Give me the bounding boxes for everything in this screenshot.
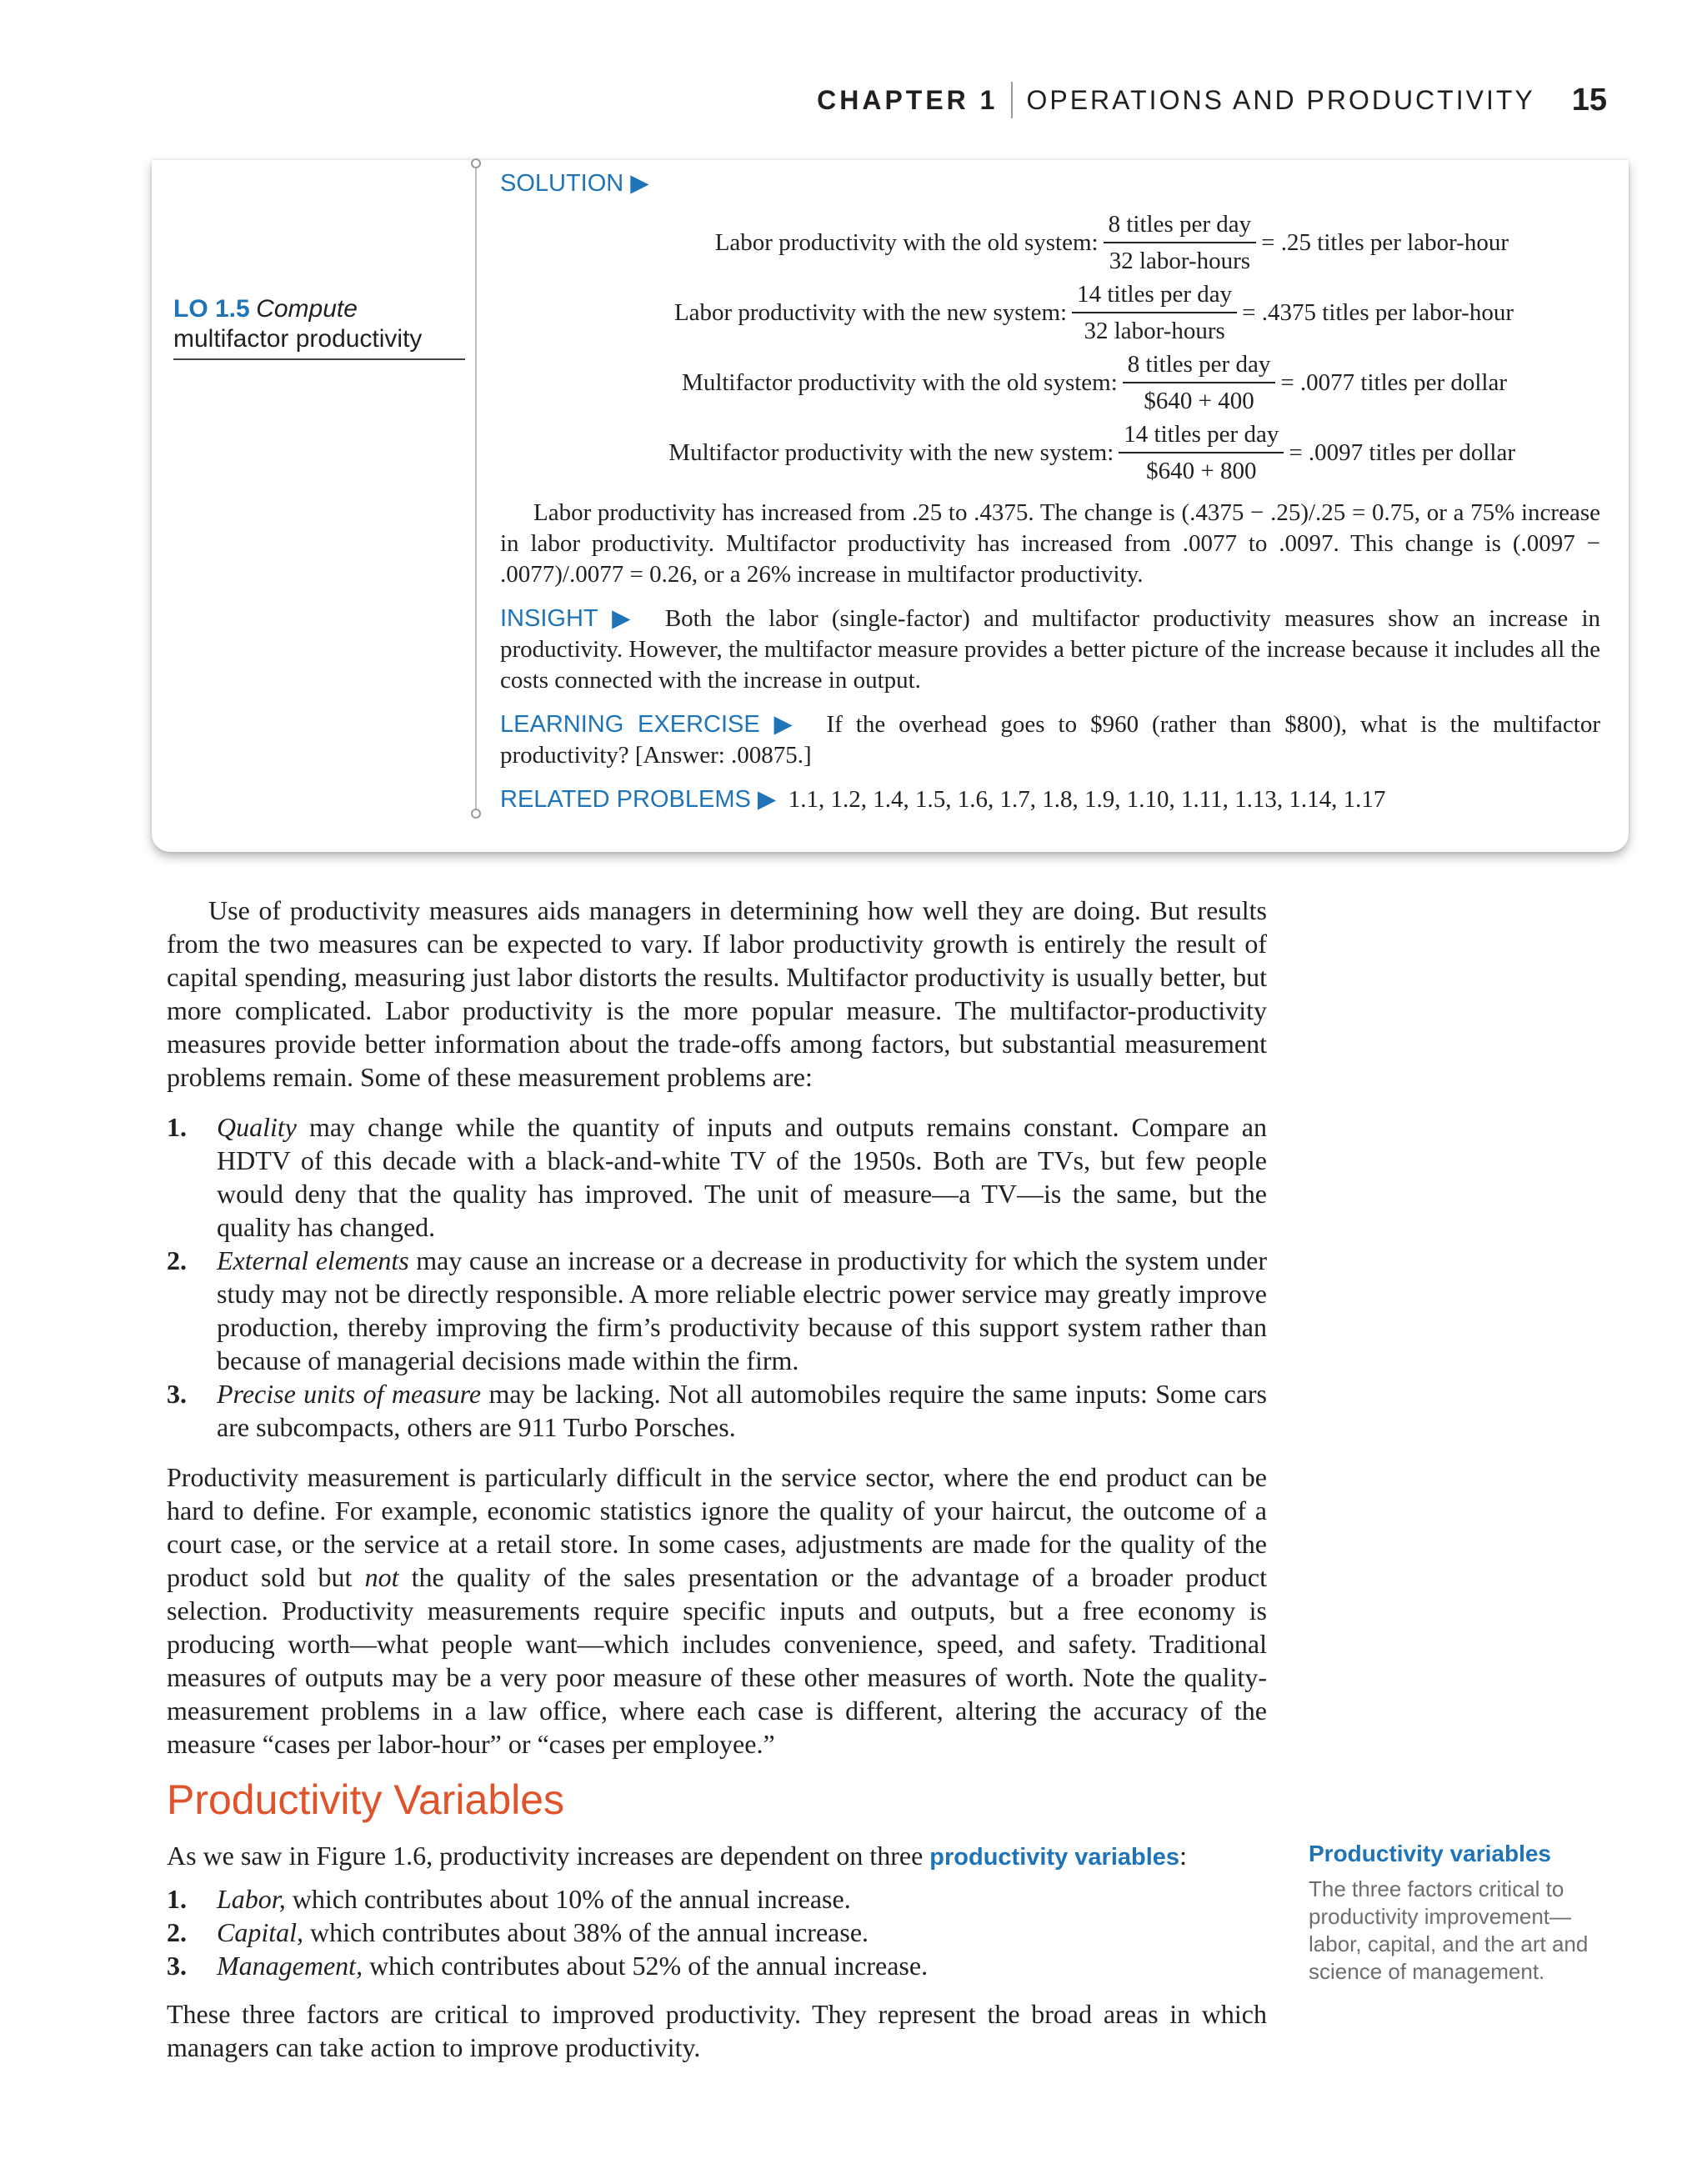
list-item: 3. Precise units of measure may be lacking. Not all automobiles require the same inputs: Some cars are subcompacts, others are 911 Turbo Porsches. xyxy=(167,1379,1267,1442)
lo-label: LO 1.5 xyxy=(173,295,250,323)
numerator: 8 titles per day xyxy=(1104,208,1257,243)
page-number: 15 xyxy=(1571,82,1607,118)
numerator: 8 titles per day xyxy=(1123,348,1276,383)
equation-labor-old xyxy=(715,208,1509,277)
numerator: 14 titles per day xyxy=(1119,418,1284,453)
denominator: 32 labor-hours xyxy=(1084,318,1225,344)
list-item: 3. Management, which contributes about 52% of the annual increase. xyxy=(167,1951,929,1981)
measurement-problems-list xyxy=(167,1110,1267,1444)
body-paragraph-3: As we saw in Figure 1.6, productivity increases are dependent on three productivity variables: xyxy=(167,1841,1187,1871)
related-problems-text: 1.1, 1.2, 1.4, 1.5, 1.6, 1.7, 1.8, 1.9, 1.10, 1.11, 1.13, 1.14, 1.17 xyxy=(788,786,1386,813)
body-paragraph-1: Use of productivity measures aids managers in determining how well they are doing. But results from the two measures can be expected to vary. If labor productivity growth is entirely the result of capital spending, measuring just labor distorts the results. Multifactor productivity is usually better, but more complicated. Labor productivity is the more popular measure. The multifactor-productivity measures provide better information about the trade-offs among factors, but substantial measurement problems remain. Some of these measurement problems are: xyxy=(167,895,1267,1092)
equation-multifactor-new xyxy=(668,418,1515,487)
chapter-label: CHAPTER 1 xyxy=(817,84,999,115)
list-item: 1. Quality may change while the quantity of inputs and outputs remains constant. Compare an HDTV of this decade with a black-and-white TV of the 1950s. Both are TVs, but few people would deny that the quality has improved. The unit of measure—a TV—is the same, but the quality has changed. xyxy=(167,1112,1267,1242)
related-problems-paragraph xyxy=(500,784,1600,815)
fraction xyxy=(1119,418,1284,487)
rule-cap-top xyxy=(471,158,481,168)
key-term: productivity variables xyxy=(929,1844,1180,1871)
lo-text: multifactor productivity xyxy=(173,325,423,353)
header-divider xyxy=(1011,82,1013,118)
equation-label: Multifactor productivity with the new system: xyxy=(668,438,1114,466)
solution-text: Labor productivity has increased from .25 to .4375. The change is (.4375 − .25)/.25 = 0.75, or a 75% increase in labor productivity. Multifactor productivity has increased from .0077 to .0097. This change is (.0097 − .0077)/.0077 = 0.26, or a 26% increase in multifactor productivity. xyxy=(500,499,1600,588)
running-header xyxy=(817,79,1607,121)
related-problems-label: RELATED PROBLEMS ▶ xyxy=(500,786,777,813)
equation-label: Labor productivity with the old system: xyxy=(714,228,1099,256)
fraction xyxy=(1072,278,1237,347)
insight-label: INSIGHT ▶ xyxy=(500,605,638,632)
insight-paragraph xyxy=(500,604,1600,696)
learning-objective xyxy=(173,294,465,354)
equation-result: = .0097 titles per dollar xyxy=(1289,438,1515,466)
equation-multifactor-old xyxy=(682,348,1507,417)
numerator: 14 titles per day xyxy=(1072,278,1237,313)
list-item: 2. Capital, which contributes about 38% of the annual increase. xyxy=(167,1917,869,1947)
example-vertical-rule xyxy=(475,163,477,814)
section-heading: Productivity Variables xyxy=(167,1776,565,1823)
body-paragraph-2: Productivity measurement is particularly difficult in the service sector, where the end product can be hard to define. For example, economic statistics ignore the quality of your haircut, the outcome of a court case, or the service at a retail store. In some cases, adjustments are made for the quality of the product sold but not the quality of the sales presentation or the advantage of a broader product selection. Productivity measurements require specific inputs and outputs, but a free economy is producing worth—what people want—which includes convenience, speed, and safety. Traditional measures of outputs may be a very poor measure of these other measures of worth. Note the quality-measurement problems in a law office, where each case is different, altering the accuracy of the measure “cases per labor-hour” or “cases per employee.” xyxy=(167,1462,1268,1759)
chapter-title: OPERATIONS AND PRODUCTIVITY xyxy=(1026,84,1535,115)
fraction xyxy=(1104,208,1257,277)
learning-exercise-text: If the overhead goes to $960 (rather than $800), what is the multifactor productivity? [Answer: .00875.] xyxy=(500,711,1600,769)
body-paragraph-4: These three factors are critical to improved productivity. They represent the broad areas in which managers can take action to improve productivity. xyxy=(167,1999,1267,2062)
equation-result: = .0077 titles per dollar xyxy=(1280,368,1507,396)
denominator: 32 labor-hours xyxy=(1109,248,1251,274)
denominator: $640 + 800 xyxy=(1146,458,1257,484)
list-item: 1. Labor, which contributes about 10% of the annual increase. xyxy=(167,1884,851,1914)
equation-result: = .4375 titles per labor-hour xyxy=(1242,298,1514,326)
list-item: 2. External elements may cause an increase or a decrease in productivity for which the system under study may not be directly responsible. A more reliable electric power service may greatly improve production, thereby improving the firm’s productivity because of this support system rather than because of managerial decisions made within the firm. xyxy=(167,1245,1268,1375)
margin-glossary-term: Productivity variables xyxy=(1309,1841,1552,1866)
solution-label: SOLUTION ▶ xyxy=(500,170,649,197)
equation-label: Multifactor productivity with the old system: xyxy=(682,368,1118,396)
equation-labor-new xyxy=(674,278,1514,347)
rule-cap-bottom xyxy=(471,809,481,819)
margin-glossary-definition: The three factors critical to productivity improvement—labor, capital, and the art and science of management. xyxy=(1309,1876,1589,1984)
insight-text: Both the labor (single-factor) and multifactor productivity measures show an increase in productivity. However, the multifactor measure provides a better picture of the increase because it includes all the costs connected with the increase in output. xyxy=(500,605,1600,694)
fraction xyxy=(1123,348,1276,417)
equation-label: Labor productivity with the new system: xyxy=(673,298,1068,326)
lo-compute: Compute xyxy=(256,295,358,323)
learning-exercise-paragraph xyxy=(500,709,1600,771)
denominator: $640 + 400 xyxy=(1144,388,1254,414)
productivity-variables-list xyxy=(167,1882,1267,1982)
learning-exercise-label: LEARNING EXERCISE ▶ xyxy=(500,711,800,738)
lo-underline xyxy=(173,358,465,360)
equation-result: = .25 titles per labor-hour xyxy=(1261,228,1509,256)
